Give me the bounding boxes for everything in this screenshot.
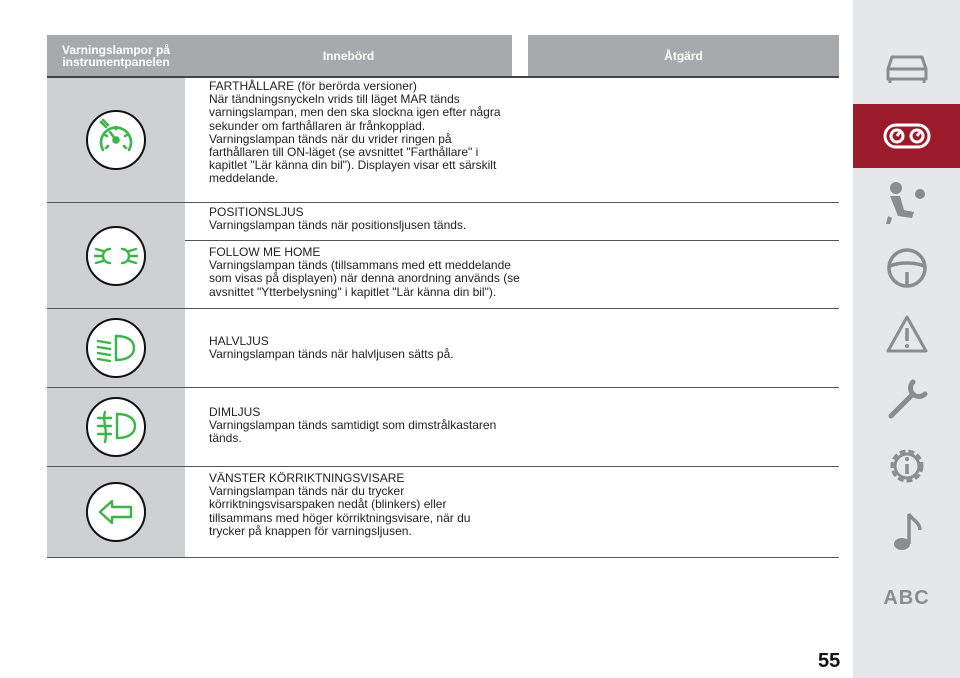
header-meaning: Innebörd <box>185 35 512 76</box>
left-turn-indicator-icon <box>86 482 146 542</box>
car-icon <box>882 51 932 85</box>
sidebar-item-multimedia[interactable] <box>853 500 960 564</box>
table-row <box>47 309 185 387</box>
fog-light-icon <box>86 397 146 457</box>
dashboard-icon <box>882 121 932 151</box>
row-cruise-text: FARTHÅLLARE (för berörda versioner) När tändningsnyckeln vrids till läget MAR tänds varningslampan, men den ska slockna igen efter några sekunder om farthållaren är frånkopplad. Varningslampan tänds när du vrider ringen på farthållaren till ON-läget (se avsnittet "Farthållare" i kapitlet "Lär känna din bil"). Displayen visar ett särskilt meddelande. <box>209 79 501 186</box>
sidebar-item-warning[interactable] <box>853 302 960 366</box>
table-row <box>47 388 185 466</box>
sidebar-item-car[interactable] <box>853 36 960 100</box>
wrench-icon <box>885 378 929 422</box>
page-number: 55 <box>818 650 841 672</box>
row-low-beam-text: HALVLJUS Varningslampan tänds när halvljusen sätts på. <box>209 334 454 362</box>
header-action: Åtgärd <box>528 35 839 76</box>
info-gear-icon <box>884 443 930 489</box>
row-position-text: POSITIONSLJUS Varningslampan tänds när positionsljusen tänds. <box>209 205 467 233</box>
row-follow-me-home-text: FOLLOW ME HOME Varningslampan tänds (tillsammans med ett meddelande som visas på displayen) när denna anordning används (se avsnittet "Ytterbelysning" i kapitlet "Lär känna din bil"). <box>209 245 520 299</box>
table-row <box>47 203 185 308</box>
row-left-indicator-text: VÄNSTER KÖRRIKTNINGSVISARE Varningslampan tänds när du trycker körriktningsvisarspaken nedåt (blinkers) eller tillsammans med höger körriktningsvisare, när du trycker på knappen för varningsljusen. <box>209 471 471 538</box>
sidebar-item-index[interactable] <box>853 566 960 630</box>
table-row <box>47 78 185 202</box>
music-note-icon <box>890 510 924 554</box>
steering-wheel-icon <box>885 246 929 290</box>
cruise-control-icon <box>86 110 146 170</box>
airbag-icon <box>884 180 930 224</box>
sidebar-item-dashboard[interactable] <box>853 104 960 168</box>
sidebar-item-airbag[interactable] <box>853 170 960 234</box>
warning-triangle-icon <box>885 314 929 354</box>
position-lights-icon <box>86 226 146 286</box>
sidebar-item-service[interactable] <box>853 368 960 432</box>
header-warning-lamps: Varningslampor på instrumentpanelen <box>47 35 185 76</box>
sidebar-item-technical[interactable] <box>853 434 960 498</box>
chapter-sidebar <box>853 0 960 678</box>
low-beam-icon <box>86 318 146 378</box>
index-label: ABC <box>883 586 930 609</box>
sidebar-item-steering[interactable] <box>853 236 960 300</box>
table-row <box>47 467 185 557</box>
row-fog-light-text: DIMLJUS Varningslampan tänds samtidigt som dimstrålkastaren tänds. <box>209 405 497 446</box>
